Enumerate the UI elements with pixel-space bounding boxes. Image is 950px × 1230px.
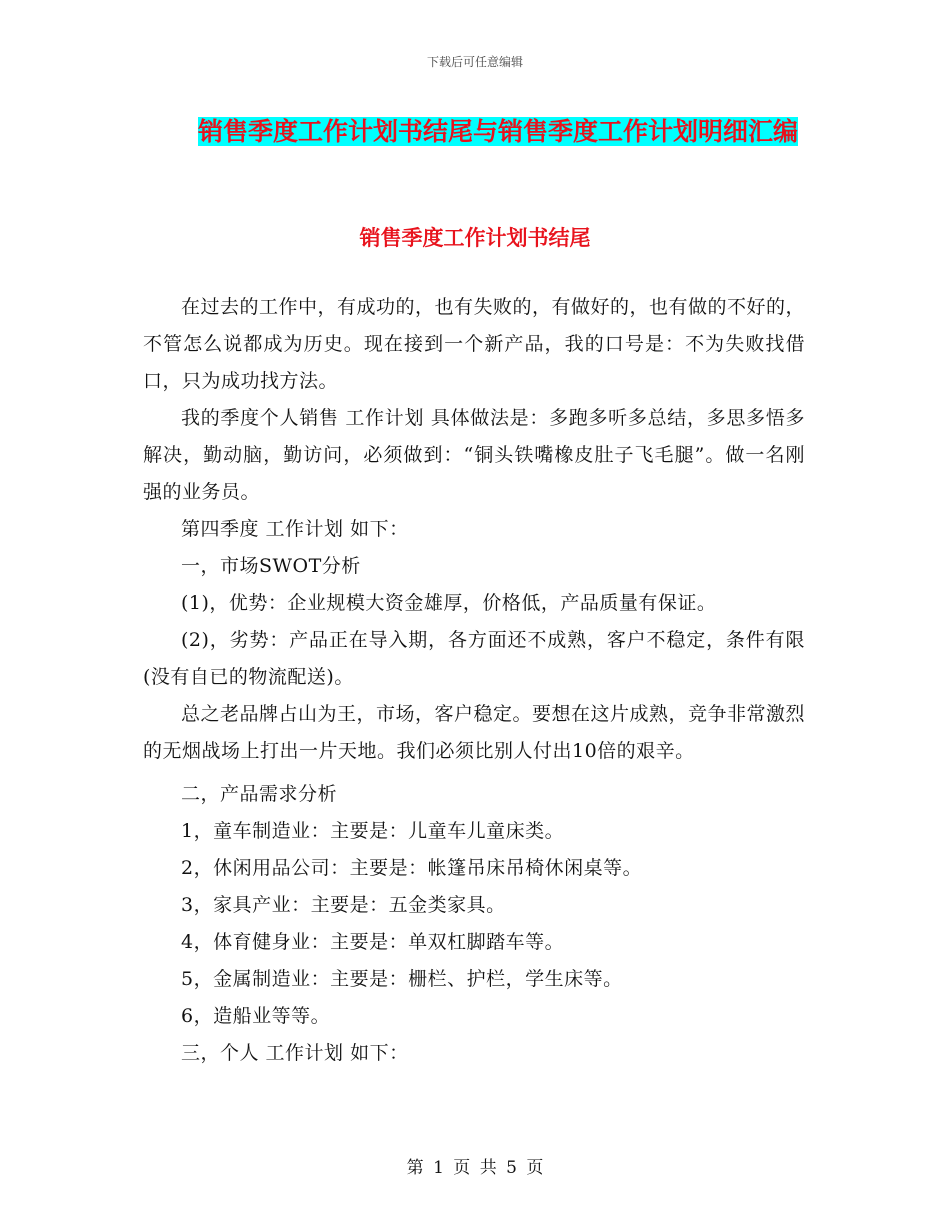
paragraph: (2)，劣势：产品正在导入期，各方面还不成熟，客户不稳定，条件有限(没有自已的物流配送)。	[143, 629, 805, 688]
paragraph: 二，产品需求分析	[181, 783, 338, 805]
paragraph: 一，市场SWOT分析	[181, 555, 361, 577]
page-header: 下载后可任意编辑	[426, 55, 523, 69]
paragraph: 6，造船业等等。	[181, 1005, 331, 1027]
document-body	[143, 289, 805, 1072]
page-footer: 第 1 页 共 5 页	[406, 1158, 544, 1178]
paragraph: 三，个人 工作计划 如下：	[181, 1042, 409, 1064]
document-title	[192, 110, 804, 154]
section-title: 销售季度工作计划书结尾	[359, 226, 591, 250]
paragraph: 1，童车制造业：主要是：儿童车儿童床类。	[181, 820, 565, 842]
paragraph: 在过去的工作中，有成功的，也有失败的，有做好的，也有做的不好的，不管怎么说都成为历史。现在接到一个新产品，我的口号是：不为失败找借口，只为成功找方法。	[143, 296, 806, 392]
paragraph: 5，金属制造业：主要是：栅栏、护栏，学生床等。	[181, 968, 623, 990]
paragraph: 第四季度 工作计划 如下：	[181, 518, 409, 540]
paragraph: 3，家具产业：主要是：五金类家具。	[181, 894, 506, 916]
paragraph: 我的季度个人销售 工作计划 具体做法是：多跑多听多总结，多思多悟多解决，勤动脑，勤访问，必须做到：“铜头铁嘴橡皮肚子飞毛腿”。做一名刚强的业务员。	[143, 407, 805, 503]
paragraph: 2，休闲用品公司：主要是：帐篷吊床吊椅休闲桌等。	[181, 857, 643, 879]
document-title-highlight: 销售季度工作计划书结尾与销售季度工作计划明细汇编	[197, 117, 798, 146]
paragraph: 4，体育健身业：主要是：单双杠脚踏车等。	[181, 931, 565, 953]
paragraph: (1)，优势：企业规模大资金雄厚，价格低，产品质量有保证。	[181, 592, 717, 614]
paragraph: 总之老品牌占山为王，市场，客户稳定。要想在这片成熟，竞争非常激烈的无烟战场上打出一片天地。我们必须比别人付出10倍的艰辛。	[143, 703, 806, 762]
